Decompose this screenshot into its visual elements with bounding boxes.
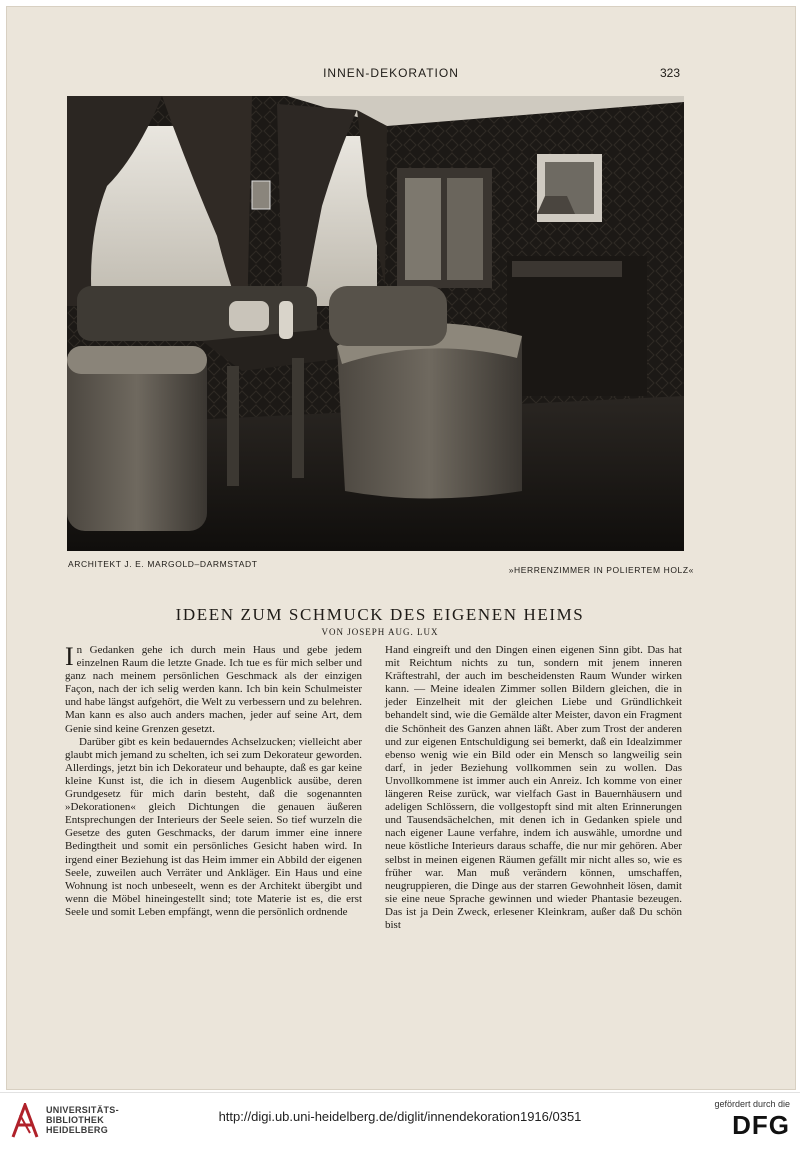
article-byline: VON JOSEPH AUG. LUX xyxy=(321,627,439,637)
text-column-right xyxy=(385,644,682,932)
plate-captions xyxy=(68,559,694,575)
library-name-line: BIBLIOTHEK xyxy=(46,1115,104,1125)
permalink-url[interactable]: http://digi.ub.uni-heidelberg.de/diglit/innendekoration1916/0351 xyxy=(218,1109,582,1124)
photo-illustration xyxy=(67,96,684,551)
paragraph: Darüber gibt es kein bedauerndes Achselzucken; vielleicht aber glaubt mich jemand zu schelten, ich sei zum Dekorateur geworden. Allerdings, jetzt bin ich Dekorateur und behaupte, daß es gar keine kleine Kunst ist, die ich in diesem Augenblick ausübe, deren Grundgesetz für mich darin besteht, daß die sogenannten »Dekorationen« gleich Dichtungen die genauen äußeren Entsprechungen der Interieurs der Seele seien. So tief wurzeln die Gesetze des guten Geschmacks, der darum immer eine innere Bedingtheit und somit ein persönliches Gesicht haben wird. In irgend einer Beziehung ist das Heim immer ein Abbild der eigenen Seele, zuweilen auch Verräter und Ankläger. Ein Haus und eine Wohnung ist noch unbeseelt, wenn es der Architekt übergibt und wenn die Möbel hineingestellt sind; tote Materie ist es, die erst Seele und somit Leben empfängt, wenn die persönlich ordnende xyxy=(65,735,362,918)
interior-photograph xyxy=(67,96,684,551)
text-column-left xyxy=(65,644,362,919)
paragraph-text: n Gedanken gehe ich durch mein Haus und gebe jedem einzelnen Raum die letzte Gnade. Ich tue es für mich selber und ganz nach meinem persönlichen Geschmack als der einzigen Façon, nach der ich selig werden kann. Ich bin kein Schulmeister und habe längst aufgehört, die Welt zu verbessern und zu belehren. Man kann es also auch anders machen, jeder auf seine Art, dem Genie sind keine Grenzen gesetzt. xyxy=(65,644,362,735)
drop-cap: I xyxy=(65,642,74,671)
caption-architect: ARCHITEKT J. E. MARGOLD–DARMSTADT xyxy=(68,559,258,569)
caption-room-title: »HERRENZIMMER IN POLIERTEM HOLZ« xyxy=(508,565,694,575)
running-title: INNEN-DEKORATION xyxy=(323,66,459,80)
page-number: 323 xyxy=(659,66,680,80)
scanned-page xyxy=(6,6,796,1090)
paragraph: Hand eingreift und den Dingen einen eigenen Sinn gibt. Das hat mit Reichtum nichts zu tun, sondern mit jenem inneren Kräftestrahl, der auch im bescheidensten Raum Wunder wirken kann. — Meine idealen Zimmer sollen Bildern gleichen, die in jeder Einzelheit mit der gleichen Liebe und Gründlichkeit behandelt sind, wie die Gemälde alter Meister, davon ein Fragment die Schönheit des Ganzen ahnen läßt. Aber zum Trost der anderen und zur eigenen Entschuldigung sei bemerkt, daß ein Idealzimmer ebenso wenig wie ein Bild oder ein Mensch so langweilig sein darf, in jeder Beziehung vollkommen sein zu wollen. Das Unvollkommene ist immer auch ein Anreiz. Ich komme von einer längeren Reise zurück, war vielfach Gast in Bauernhäusern und adeligen Schlössern, die vollgestopft sind mit alten Erinnerungen und Tausendsächelchen, mit denen ich in Gedanken spiele und nach eigener Laune verfahre, indem ich auswähle, umordne und neue köstliche Interieurs daraus schaffe, die nur mir gehören. Aber selbst in meinen eigenen Räumen gefällt mir nicht alles so, wie es früher war. Man muß verändern können, umschaffen, neugruppieren, die Dinge aus der starren Gewohnheit lösen, damit sie eine neue Sprache gewinnen und wieder Phantasie bezeugen. Das ist ja Dein Zweck, erlesener Kleinkram, außer daß Du schön bist xyxy=(385,644,682,931)
library-name-line: HEIDELBERG xyxy=(46,1125,109,1135)
running-head xyxy=(6,66,796,86)
funder-name: DFG xyxy=(732,1110,790,1140)
viewer-footer xyxy=(0,1092,800,1151)
article-title: IDEEN ZUM SCHMUCK DES EIGENEN HEIMS xyxy=(175,605,585,624)
funding-note: gefördert durch die xyxy=(714,1099,790,1109)
paragraph xyxy=(65,644,362,736)
funder-logo[interactable] xyxy=(700,1099,790,1145)
library-name-line: UNIVERSITÄTS- xyxy=(46,1105,119,1115)
